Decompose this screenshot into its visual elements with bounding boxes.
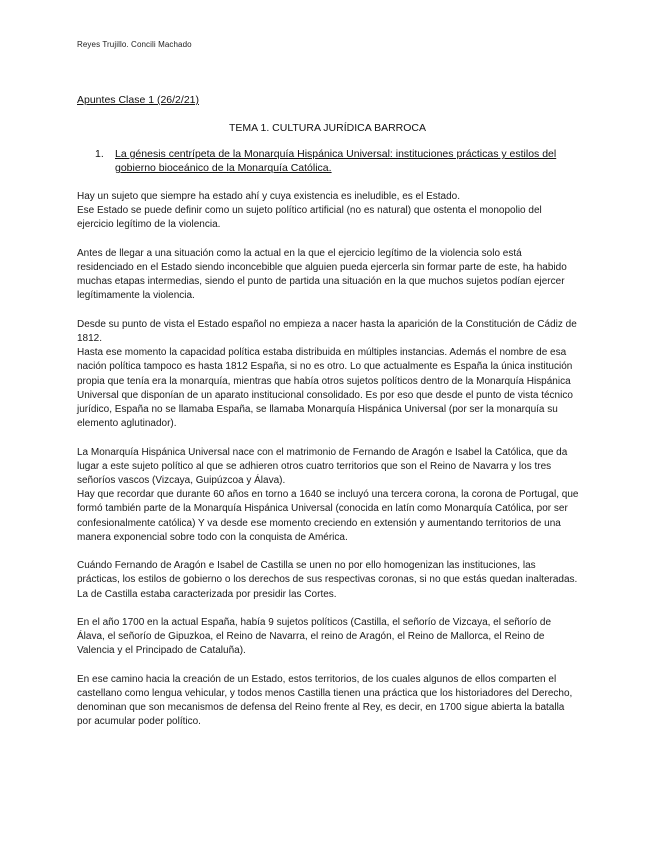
paragraph-line: Hay que recordar que durante 60 años en torno a 1640 se incluyó una tercera corona, la corona de Portugal, que formó también parte de la Monarquía Hispánica Universal (conocida en latín como Monarquía Católica, por ser confesionalmente católica) Y va desde ese momento creciendo en extensión y aumentando territorios de una manera exponencial sobre todo con la conquista de América. bbox=[77, 489, 579, 543]
notes-title: Apuntes Clase 1 (26/2/21) bbox=[77, 94, 199, 106]
paragraph-line: Desde su punto de vista el Estado español no empieza a nacer hasta la aparición de la Constitución de Cádiz de 1812. bbox=[77, 318, 577, 344]
paragraph-line: Antes de llegar a una situación como la actual en la que el ejercicio legítimo de la violencia solo está residenciado en el Estado siendo inconcebible que alguien pueda ejercerla sin formar parte de este, ha habido muchas etapas intermedias, siendo el punto de partida una situación en la que muchos sujetos podían ejercer legítimamente la violencia. bbox=[77, 247, 567, 302]
paragraph bbox=[77, 318, 580, 432]
paragraph-line: En el año 1700 en la actual España, había 9 sujetos políticos (Castilla, el señorío de Vizcaya, el señorío de Álava, el señorío de Gipuzkoa, el Reino de Navarra, el reino de Aragón, el Reino de Mallorca, el Reino de Valencia y el Principado de Cataluña). bbox=[77, 617, 552, 657]
paragraph bbox=[77, 559, 580, 602]
paragraph bbox=[77, 247, 580, 304]
section-number: 1. bbox=[95, 148, 104, 160]
paragraph bbox=[77, 446, 580, 545]
paragraph-line: En ese camino hacia la creación de un Estado, estos territorios, de los cuales algunos de ellos comparten el castellano como lengua vehicular, y todos menos Castilla tienen una práctica que los historiadores del Derecho, denominan que son mecanismos de defensa del Reino frente al Rey, es decir, en 1700 sigue abierta la batalla por acumular poder político. bbox=[77, 673, 573, 728]
paragraph-line: La Monarquía Hispánica Universal nace con el matrimonio de Fernando de Aragón e Isabel la Católica, que da lugar a este sujeto político al que se adhieren otros cuatro territorios que son el Reino de Navarra y los tres señoríos vascos (Vizcaya, Guipúzcoa y Álava). bbox=[77, 446, 568, 487]
header-author: Reyes Trujillo. Concili Machado bbox=[77, 40, 192, 49]
paragraph bbox=[77, 673, 580, 730]
section-title: La génesis centrípeta de la Monarquía Hispánica Universal: instituciones prácticas y estilos del gobierno bioceánico de la Monarquía Católica. bbox=[115, 148, 557, 174]
paragraph-line: La de Castilla estaba caracterizada por presidir las Cortes. bbox=[77, 588, 337, 600]
paragraph-line: Cuándo Fernando de Aragón e Isabel de Castilla se unen no por ello homogenizan las instituciones, las prácticas, los estilos de gobierno o los derechos de sus respectivas coronas, si no que estás quedan inalteradas. bbox=[77, 560, 578, 586]
body-text bbox=[77, 190, 580, 744]
paragraph-line: Hasta ese momento la capacidad política estaba distribuida en múltiples instancias. Además el nombre de esa nación política tampoco es hasta 1812 España, si no es otro. Lo que actualmente es España la única institución propia que tenía era la monarquía, mientras que había otros sujetos políticos dentro de la Monarquía Hispánica Universal que disponían de un aparato institucional consolidado. Es por eso que desde el punto de vista técnico jurídico, España no se llamaba España, se llamaba Monarquía Hispánica Universal (por ser la monarquía su elemento aglutinador). bbox=[77, 347, 573, 430]
paragraph bbox=[77, 616, 580, 659]
paragraph-line: Ese Estado se puede definir como un sujeto político artificial (no es natural) que ostenta el monopolio del ejercicio legítimo de la violencia. bbox=[77, 205, 542, 231]
topic-title: TEMA 1. CULTURA JURÍDICA BARROCA bbox=[228, 122, 426, 134]
section-heading bbox=[95, 147, 565, 175]
paragraph bbox=[77, 190, 580, 233]
paragraph-line: Hay un sujeto que siempre ha estado ahí y cuya existencia es ineludible, es el Estado. bbox=[77, 191, 461, 202]
